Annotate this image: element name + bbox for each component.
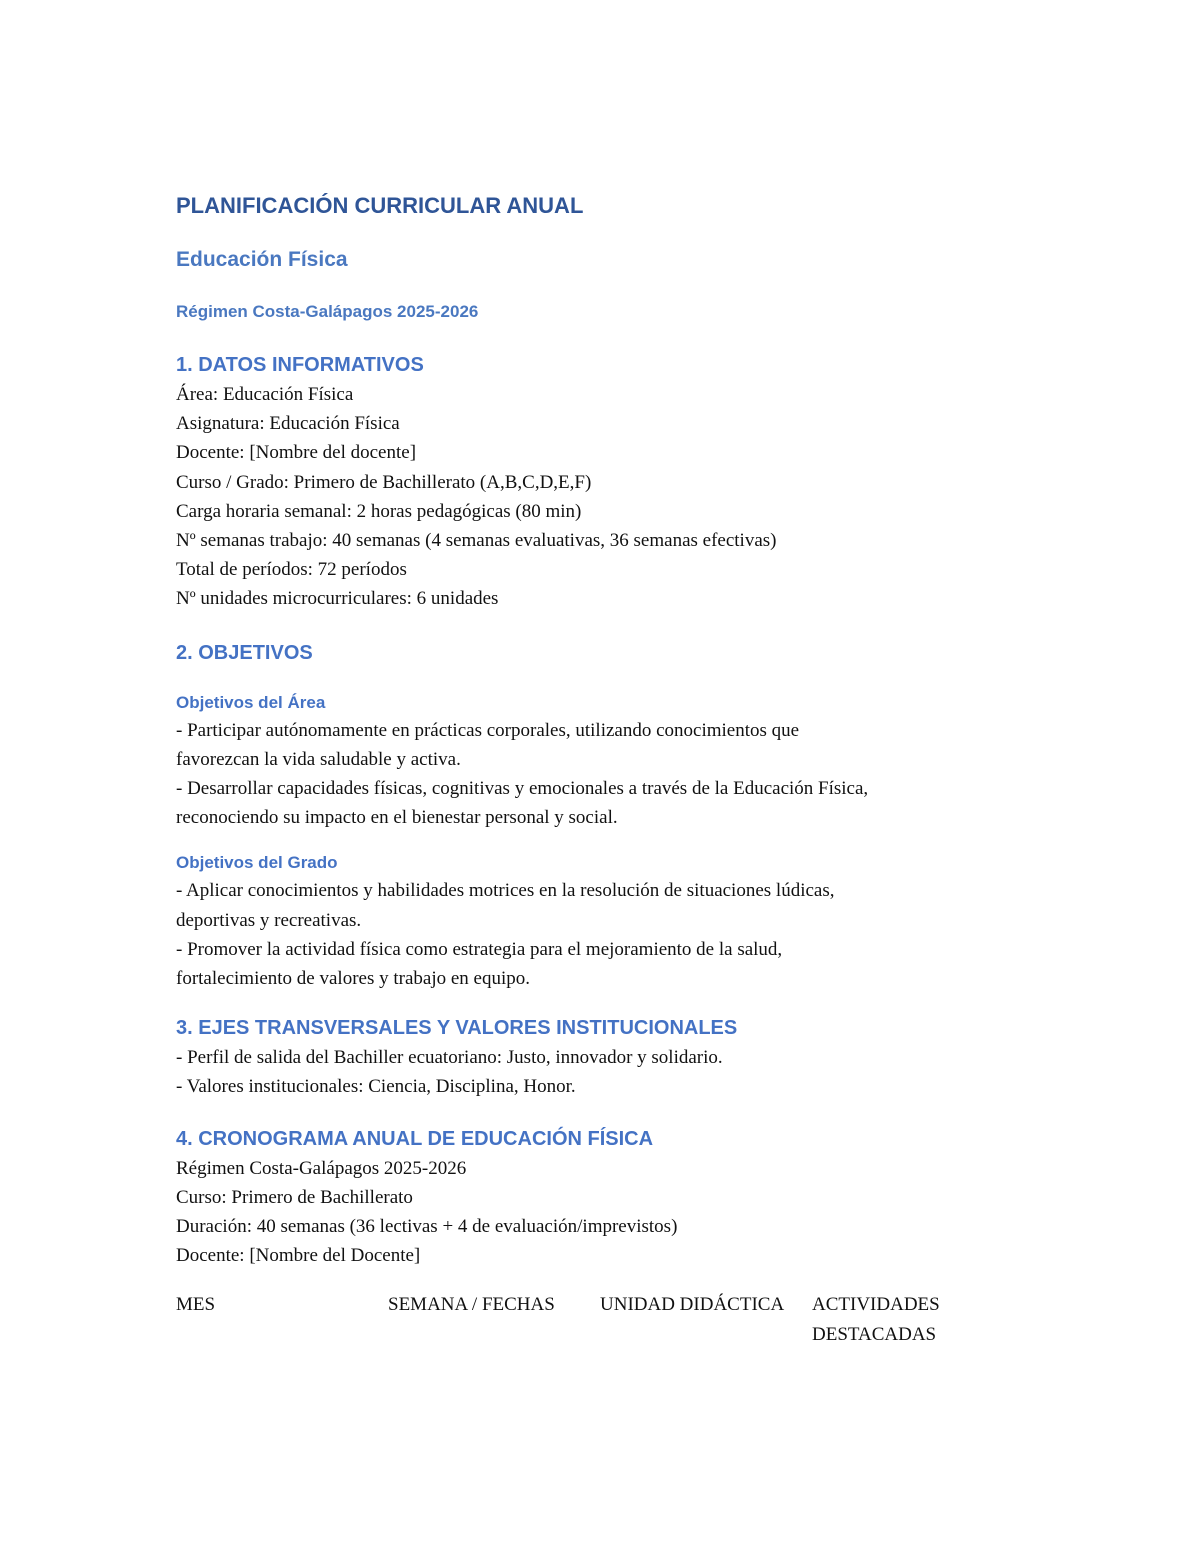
cronograma-line-docente: Docente: [Nombre del Docente] xyxy=(176,1245,421,1267)
objetivos-grado-line: fortalecimiento de valores y trabajo en equipo. xyxy=(176,968,531,990)
datos-line-docente: Docente: [Nombre del docente] xyxy=(176,442,417,464)
column-header-actividades-destacadas: ACTIVIDADES DESTACADAS xyxy=(812,1294,940,1345)
section-cronograma-heading: 4. CRONOGRAMA ANUAL DE EDUCACIÓN FÍSICA xyxy=(176,1127,654,1150)
datos-line-asignatura: Asignatura: Educación Física xyxy=(176,413,400,435)
objetivos-area-line: - Desarrollar capacidades físicas, cognitivas y emocionales a través de la Educación Física, xyxy=(176,778,869,800)
datos-line-periodos: Total de períodos: 72 períodos xyxy=(176,559,407,581)
ejes-line-valores: - Valores institucionales: Ciencia, Disciplina, Honor. xyxy=(176,1076,576,1098)
objetivos-area-line: - Participar autónomamente en prácticas corporales, utilizando conocimientos que xyxy=(176,719,800,741)
objetivos-grado-line: deportivas y recreativas. xyxy=(176,909,362,931)
ejes-transversales-text xyxy=(176,1043,1036,1101)
datos-line-carga-horaria: Carga horaria semanal: 2 horas pedagógicas (80 min) xyxy=(176,500,582,522)
objetivos-grado-heading: Objetivos del Grado xyxy=(176,853,338,873)
objetivos-area-line: reconociendo su impacto en el bienestar personal y social. xyxy=(176,807,618,829)
column-header-semana-fechas: SEMANA / FECHAS xyxy=(388,1294,555,1316)
cronograma-table-header xyxy=(176,1290,1036,1350)
section-datos-informativos-heading: 1. DATOS INFORMATIVOS xyxy=(176,354,424,376)
cronograma-line-duracion: Duración: 40 semanas (36 lectivas + 4 de evaluación/imprevistos) xyxy=(176,1216,678,1238)
document-page xyxy=(176,188,1036,1350)
objetivos-area-text xyxy=(176,716,1036,833)
cronograma-line-regimen: Régimen Costa-Galápagos 2025-2026 xyxy=(176,1157,467,1179)
column-header-unidad-didactica: UNIDAD DIDÁCTICA xyxy=(600,1294,785,1316)
datos-line-semanas: Nº semanas trabajo: 40 semanas (4 semanas evaluativas, 36 semanas efectivas) xyxy=(176,530,777,552)
section-ejes-transversales-heading: 3. EJES TRANSVERSALES Y VALORES INSTITUCIONALES xyxy=(176,1017,738,1040)
objetivos-area-line: favorezcan la vida saludable y activa. xyxy=(176,748,461,770)
section-objetivos-heading: 2. OBJETIVOS xyxy=(176,641,313,664)
datos-line-curso: Curso / Grado: Primero de Bachillerato (A,B,C,D,E,F) xyxy=(176,471,592,493)
document-title: PLANIFICACIÓN CURRICULAR ANUAL xyxy=(176,193,584,218)
objetivos-grado-line: - Aplicar conocimientos y habilidades motrices en la resolución de situaciones lúdicas, xyxy=(176,880,835,902)
cronograma-info xyxy=(176,1154,1036,1271)
datos-line-unidades: Nº unidades microcurriculares: 6 unidades xyxy=(176,588,499,610)
column-header-mes: MES xyxy=(176,1294,216,1316)
objetivos-grado-line: - Promover la actividad física como estrategia para el mejoramiento de la salud, xyxy=(176,938,783,960)
objetivos-grado-text xyxy=(176,876,1036,993)
document-subject: Educación Física xyxy=(176,248,348,271)
datos-informativos-list xyxy=(176,380,1036,614)
datos-line-area: Área: Educación Física xyxy=(176,384,354,405)
ejes-line-perfil: - Perfil de salida del Bachiller ecuatoriano: Justo, innovador y solidario. xyxy=(176,1047,723,1069)
cronograma-line-curso: Curso: Primero de Bachillerato xyxy=(176,1186,413,1208)
objetivos-area-heading: Objetivos del Área xyxy=(176,692,326,712)
document-regime: Régimen Costa-Galápagos 2025-2026 xyxy=(176,302,479,321)
